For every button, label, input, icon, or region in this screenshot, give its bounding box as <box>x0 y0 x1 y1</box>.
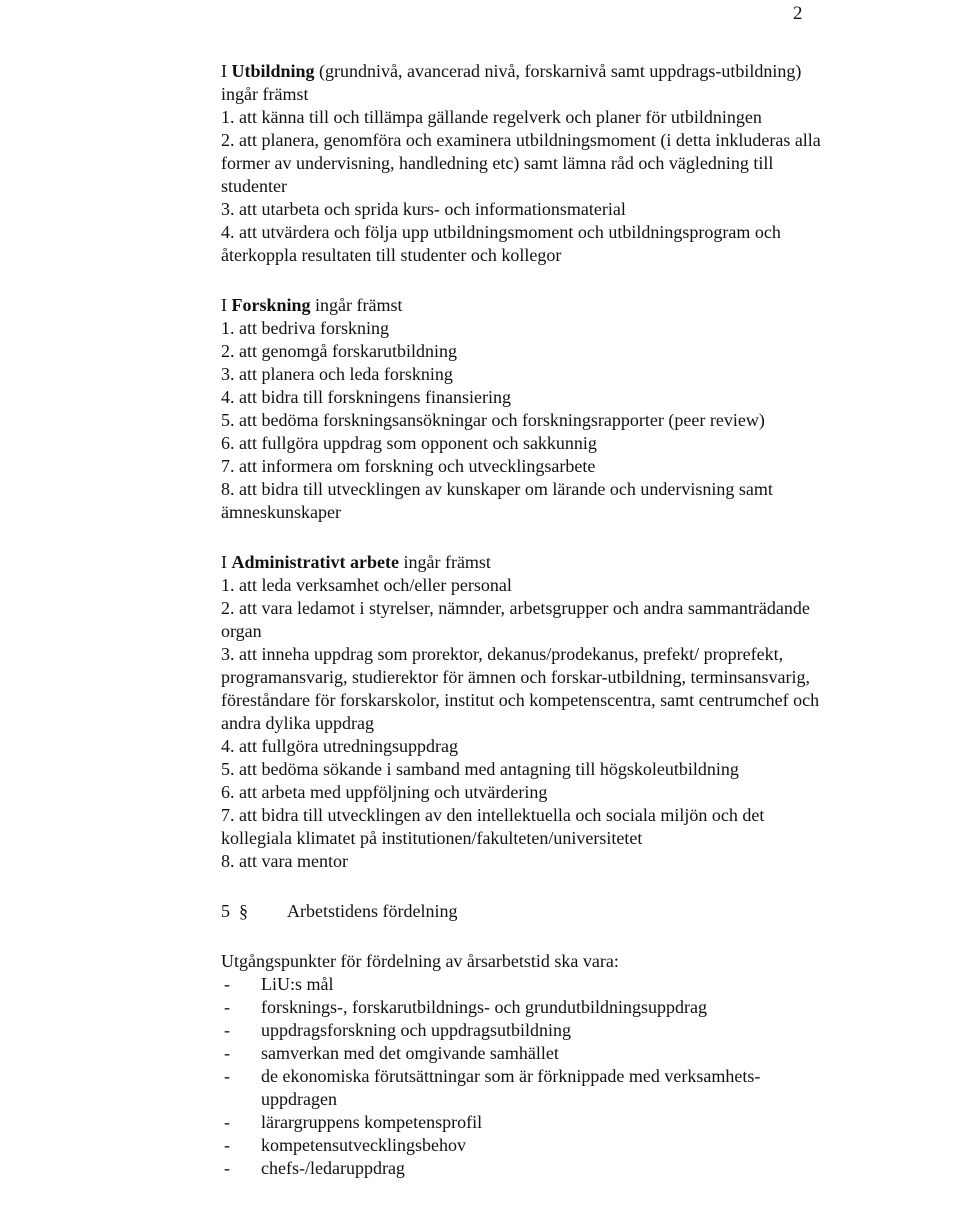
list-item: 4. att utvärdera och följa upp utbildningsmoment och utbildningsprogram och återkoppla resultaten till studenter och kollegor <box>221 222 781 265</box>
list-item: 2. att genomgå forskarutbildning <box>221 341 457 361</box>
administration-heading-keyword: Administrativt arbete <box>231 552 399 572</box>
spacer <box>221 267 821 294</box>
research-list <box>221 317 821 524</box>
allocation-list <box>221 973 821 1180</box>
list-item: 1. att leda verksamhet och/eller personal <box>221 575 512 595</box>
research-heading-prefix: I <box>221 295 232 315</box>
list-item-text: uppdragsforskning och uppdragsutbildning <box>261 1020 571 1040</box>
list-item: 7. att bidra till utvecklingen av den intellektuella och sociala miljön och det kollegiala klimatet på institutionen/fakulteten/universitetet <box>221 805 765 848</box>
education-heading-keyword: Utbildning <box>231 61 315 81</box>
list-item: 3. att planera och leda forskning <box>221 364 453 384</box>
list-item <box>221 1042 821 1065</box>
list-item: 3. att utarbeta och sprida kurs- och informationsmaterial <box>221 199 626 219</box>
page-number: 2 <box>793 3 803 24</box>
list-item <box>221 1065 821 1111</box>
list-item: 8. att vara mentor <box>221 851 348 871</box>
research-heading <box>221 294 821 317</box>
document-body <box>221 60 821 1180</box>
administration-heading-suffix: ingår främst <box>398 552 491 572</box>
list-item-text: kompetensutvecklingsbehov <box>261 1135 466 1155</box>
spacer <box>221 873 821 900</box>
list-item: 4. att fullgöra utredningsuppdrag <box>221 736 458 756</box>
dash-marker: - <box>224 1043 230 1063</box>
list-item: 2. att planera, genomföra och examinera utbildningsmoment (i detta inkluderas alla former av undervisning, handledning etc) samt lämna råd och vägledning till studenter <box>221 130 821 196</box>
administration-heading <box>221 551 821 574</box>
administration-section <box>221 551 821 873</box>
dash-marker: - <box>224 974 230 994</box>
list-item: 6. att fullgöra uppdrag som opponent och sakkunnig <box>221 433 597 453</box>
list-item <box>221 996 821 1019</box>
list-item: 6. att arbeta med uppföljning och utvärdering <box>221 782 548 802</box>
paragraph-title: Arbetstidens fördelning <box>287 901 458 921</box>
list-item <box>221 973 821 996</box>
list-item: 4. att bidra till forskningens finansiering <box>221 387 511 407</box>
list-item-text: LiU:s mål <box>261 974 334 994</box>
list-item: 1. att bedriva forskning <box>221 318 389 338</box>
list-item <box>221 1019 821 1042</box>
list-item: 8. att bidra till utvecklingen av kunskaper om lärande och undervisning samt ämneskunskaper <box>221 479 773 522</box>
dash-marker: - <box>224 1020 230 1040</box>
research-heading-keyword: Forskning <box>231 295 311 315</box>
list-item <box>221 1157 821 1180</box>
dash-marker: - <box>224 1135 230 1155</box>
dash-marker: - <box>224 1066 230 1086</box>
research-heading-suffix: ingår främst <box>310 295 403 315</box>
spacer <box>221 923 821 950</box>
list-item <box>221 1111 821 1134</box>
list-item: 1. att känna till och tillämpa gällande regelverk och planer för utbildningen <box>221 107 762 127</box>
section-sign: § <box>239 901 248 921</box>
list-item-text: lärargruppens kompetensprofil <box>261 1112 483 1132</box>
education-heading-prefix: I <box>221 61 232 81</box>
list-item: 7. att informera om forskning och utvecklingsarbete <box>221 456 596 476</box>
list-item: 3. att inneha uppdrag som prorektor, dekanus/prodekanus, prefekt/ proprefekt, programansvarig, studierektor för ämnen och forskar-utbildning, terminsansvarig, föreståndare för forskarskolor, institut och kompetenscentra, samt centrumchef och andra dylika uppdrag <box>221 644 820 733</box>
spacer <box>221 524 821 551</box>
education-section <box>221 60 821 267</box>
list-item <box>221 1134 821 1157</box>
dash-marker: - <box>224 1158 230 1178</box>
education-heading <box>221 60 821 106</box>
research-section <box>221 294 821 524</box>
list-item-text: samverkan med det omgivande samhället <box>261 1043 559 1063</box>
list-item: 2. att vara ledamot i styrelser, nämnder, arbetsgrupper och andra sammanträdande organ <box>221 598 810 641</box>
list-item: 5. att bedöma forskningsansökningar och forskningsrapporter (peer review) <box>221 410 765 430</box>
administration-heading-prefix: I <box>221 552 232 572</box>
administration-list <box>221 574 821 873</box>
education-heading-suffix: (grundnivå, avancerad nivå, forskarnivå samt uppdrags-utbildning) ingår främst <box>221 61 802 104</box>
dash-marker: - <box>224 1112 230 1132</box>
list-item-text: forsknings-, forskarutbildnings- och grundutbildningsuppdrag <box>261 997 707 1017</box>
list-item: 5. att bedöma sökande i samband med antagning till högskoleutbildning <box>221 759 739 779</box>
paragraph-heading <box>221 900 821 923</box>
list-item-text: chefs-/ledaruppdrag <box>261 1158 405 1178</box>
education-list <box>221 106 821 267</box>
dash-marker: - <box>224 997 230 1017</box>
list-item-text: de ekonomiska förutsättningar som är förknippade med verksamhets-uppdragen <box>261 1066 761 1109</box>
paragraph-number: 5 <box>221 901 230 921</box>
allocation-intro: Utgångspunkter för fördelning av årsarbetstid ska vara: <box>221 951 619 971</box>
